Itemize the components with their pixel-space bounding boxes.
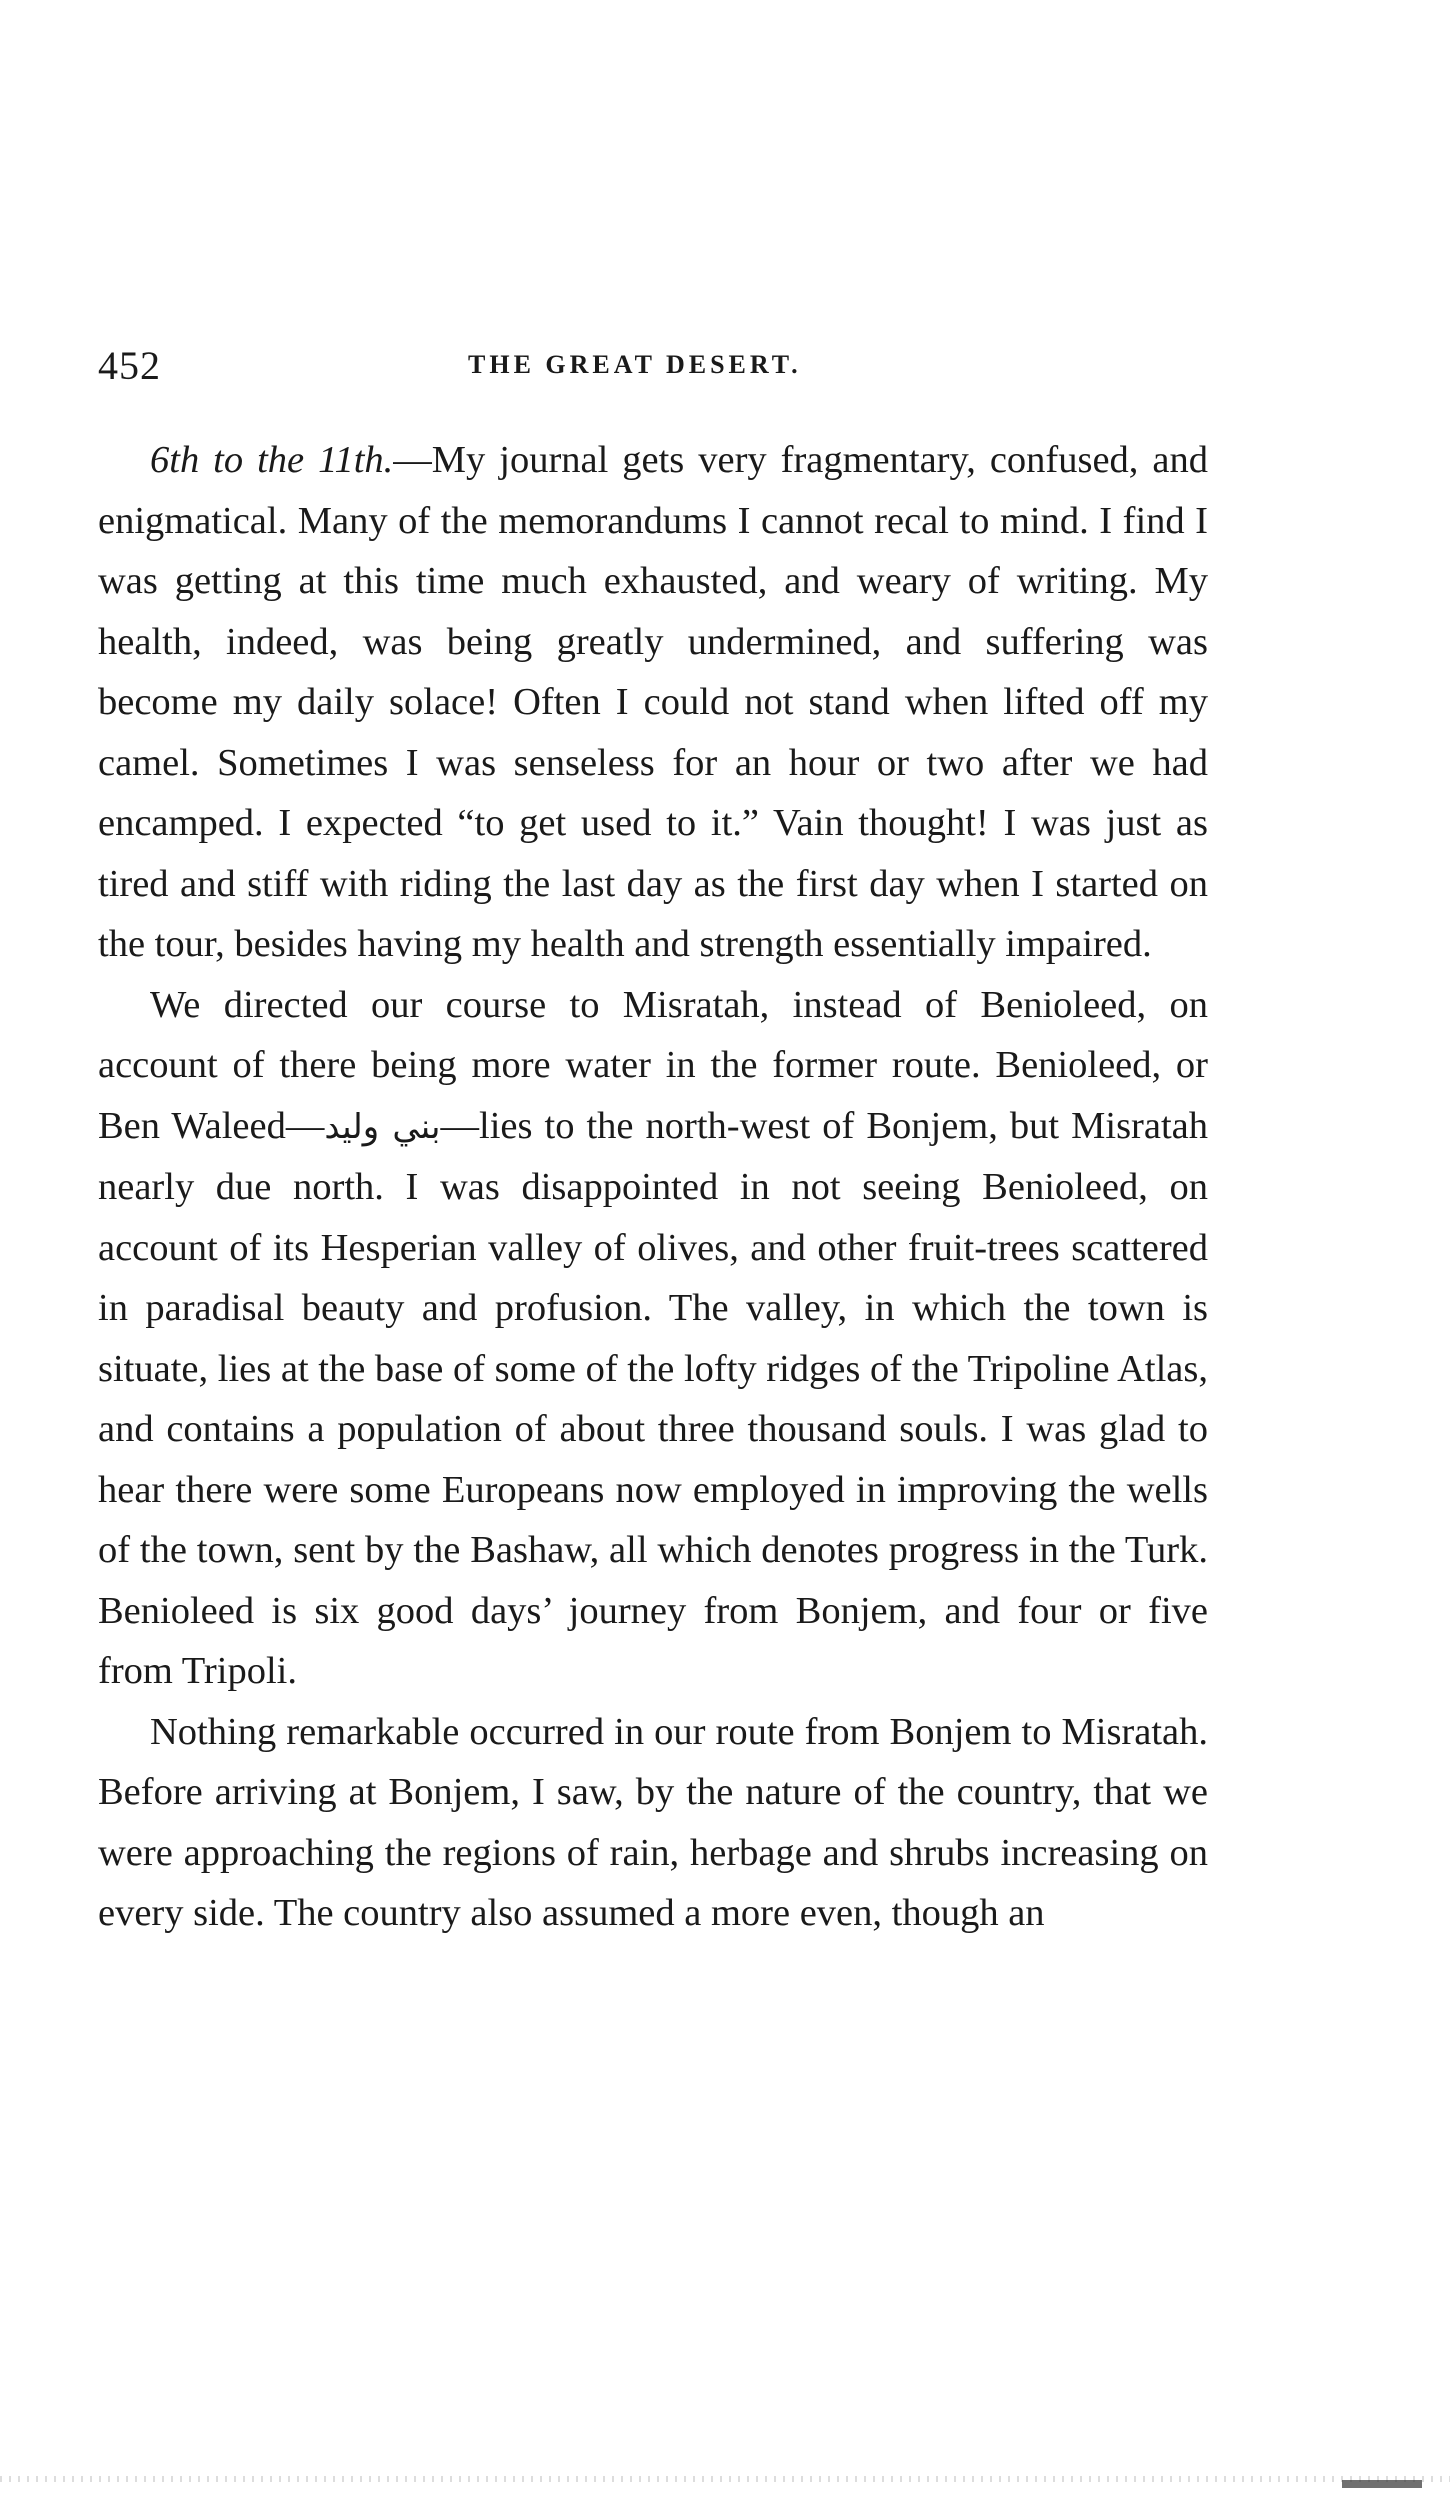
paragraph-1-lead: 6th to the 11th. [150, 439, 394, 481]
bottom-edge-speckle [0, 2476, 1450, 2482]
paragraph-2 [98, 975, 1208, 1702]
body-text [98, 430, 1208, 1944]
paragraph-3 [98, 1702, 1208, 1944]
arabic-name: بني وليد [324, 1106, 441, 1147]
paragraph-3-text: Nothing remarkable occurred in our route from Bonjem to Misratah. Before arriving at Bonjem, I saw, by the nature of the country, that we were approaching the regions of rain, herbage and shrubs increasing on every side. The country also assumed a more even, though an [98, 1710, 1208, 1934]
page-header [98, 342, 1208, 392]
paragraph-2-text-a: We directed our course to Misratah, instead of Benioleed, on account of there being more water in the former route. Benioleed, or Ben Waleed— [98, 983, 1208, 1147]
corner-ink-mark [1342, 2480, 1422, 2488]
paragraph-1 [98, 430, 1208, 975]
page-number: 452 [98, 343, 161, 388]
paragraph-1-text: —My journal gets very fragmentary, confused, and enigmatical. Many of the memorandums I cannot recal to mind. I find I was getting at this time much exhausted, and weary of writing. My health, indeed, was being greatly undermined, and suffering was become my daily solace! Often I could not stand when lifted off my camel. Sometimes I was senseless for an hour or two after we had encamped. I expected “to get used to it.” Vain thought! I was just as tired and stiff with riding the last day as the first day when I started on the tour, besides having my health and strength essentially impaired. [98, 439, 1208, 965]
paragraph-2-text-b: —lies to the north-west of Bonjem, but Misratah nearly due north. I was disappointed in not seeing Benioleed, on account of its Hesperian valley of olives, and other fruit-trees scattered in paradisal beauty and profusion. The valley, in which the town is situate, lies at the base of some of the lofty ridges of the Tripoline Atlas, and contains a population of about three thousand souls. I was glad to hear there were some Europeans now employed in improving the wells of the town, sent by the Bashaw, all which denotes progress in the Turk. Benioleed is six good days’ journey from Bonjem, and four or five from Tripoli. [98, 1104, 1208, 1692]
running-head: THE GREAT DESERT. [468, 350, 802, 379]
